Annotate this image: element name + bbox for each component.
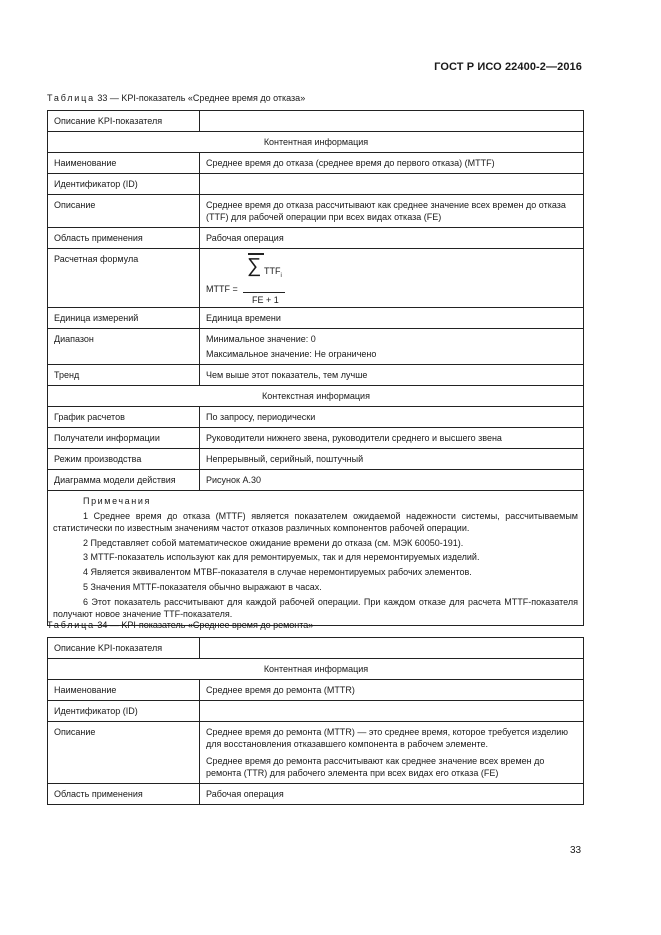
formula-lhs: MTTF = — [206, 284, 238, 294]
table-cell-label: Диапазон — [48, 329, 200, 365]
note-item: 3 MTTF-показатель используют как для ремонтируемых, так и для неремонтируемых изделий. — [83, 552, 480, 563]
table-cell-value — [200, 111, 584, 132]
table-cell-label: График расчетов — [48, 407, 200, 428]
table-cell-value — [200, 174, 584, 195]
table-cell-label: Наименование — [48, 680, 200, 701]
table-row — [48, 638, 584, 659]
table-33-caption — [47, 93, 305, 103]
section-row — [48, 386, 584, 407]
table-cell-label: Область применения — [48, 228, 200, 249]
table-cell-label: Расчетная формула — [48, 249, 200, 308]
section-heading: Контентная информация — [48, 659, 584, 680]
formula-cell — [200, 249, 584, 308]
formula-numerator — [264, 265, 282, 282]
table-row — [48, 153, 584, 174]
table-cell-label: Описание — [48, 195, 200, 228]
formula-numerator-text: TTF — [264, 266, 281, 276]
table-cell-value — [200, 701, 584, 722]
table-cell-value: Среднее время до отказа (среднее время до первого отказа) (MTTF) — [200, 153, 584, 174]
table-row — [48, 249, 584, 308]
formula-denominator: FE + 1 — [252, 295, 279, 305]
notes-row — [48, 491, 584, 626]
table-cell-label: Описание — [48, 722, 200, 784]
table-row — [48, 308, 584, 329]
mttf-formula — [206, 253, 578, 303]
table-row — [48, 228, 584, 249]
table-row — [48, 449, 584, 470]
table-cell-value: Единица времени — [200, 308, 584, 329]
notes-cell — [48, 491, 584, 626]
table-cell-value: По запросу, периодически — [200, 407, 584, 428]
section-row — [48, 659, 584, 680]
table-row — [48, 365, 584, 386]
notes-title: Примечания — [83, 496, 151, 506]
table-33 — [47, 110, 584, 626]
note-item: 1 Среднее время до отказа (MTTF) является показателем ожидаемой надежности системы, рассчитываемым статистически по известным значениям частот отказов различных компонентов рабочей операции. — [53, 510, 578, 533]
table-cell-label: Наименование — [48, 153, 200, 174]
range-min: Минимальное значение: 0 — [206, 334, 316, 344]
note-item: 5 Значения MTTF-показателя обычно выражают в часах. — [83, 581, 322, 592]
description-paragraph: Среднее время до ремонта рассчитывают как среднее значение всех времен до ремонта (TTR) для рабочего элемента при всех видах его отказа (FE) — [206, 756, 545, 778]
fraction-line — [243, 292, 285, 293]
table-row — [48, 784, 584, 805]
section-heading: Контентная информация — [48, 132, 584, 153]
table-row — [48, 701, 584, 722]
sigma-symbol: ∑ — [247, 255, 262, 277]
table-cell-value — [200, 329, 584, 365]
table-cell-value: Рисунок А.30 — [200, 470, 584, 491]
note-item: 2 Представляет собой математическое ожидание времени до отказа (см. МЭК 60050-191). — [83, 537, 464, 548]
table-cell-label: Получатели информации — [48, 428, 200, 449]
table-cell-label: Режим производства — [48, 449, 200, 470]
table-caption-prefix: Таблица — [47, 620, 95, 630]
table-cell-value: Среднее время до отказа рассчитывают как среднее значение всех времен до отказа (TTF) для рабочей операции при всех видах отказа (FE) — [200, 195, 584, 228]
formula-subscript: i — [280, 272, 282, 279]
table-row — [48, 470, 584, 491]
table-cell-label: Диаграмма модели действия — [48, 470, 200, 491]
section-row — [48, 132, 584, 153]
table-cell-value: Среднее время до ремонта (MTTR) — [200, 680, 584, 701]
table-row — [48, 722, 584, 784]
table-cell-label: Описание KPI-показателя — [48, 111, 200, 132]
table-cell-value — [200, 722, 584, 784]
table-cell-value — [200, 638, 584, 659]
table-row — [48, 329, 584, 365]
table-cell-label: Область применения — [48, 784, 200, 805]
document-header: ГОСТ Р ИСО 22400-2—2016 — [434, 61, 582, 73]
page-number: 33 — [570, 845, 582, 856]
table-34 — [47, 637, 584, 805]
table-cell-label: Идентификатор (ID) — [48, 174, 200, 195]
table-cell-value: Руководители нижнего звена, руководители среднего и высшего звена — [200, 428, 584, 449]
table-caption-text: 34 — KPI-показатель «Среднее время до ремонта» — [94, 620, 314, 630]
table-row — [48, 195, 584, 228]
table-34-caption — [47, 620, 313, 630]
note-item: 4 Является эквивалентом MTBF-показателя в случае неремонтируемых рабочих элементов. — [83, 567, 472, 578]
table-row — [48, 428, 584, 449]
table-row — [48, 174, 584, 195]
table-cell-value: Рабочая операция — [200, 784, 584, 805]
note-item: 6 Этот показатель рассчитывают для каждой рабочей операции. При каждом отказе для расчета MTTF-показателя получают новое значение TTF-показателя. — [53, 596, 578, 620]
table-cell-label: Описание KPI-показателя — [48, 638, 200, 659]
table-row — [48, 111, 584, 132]
table-caption-prefix: Таблица — [47, 93, 95, 103]
table-cell-label: Единица измерений — [48, 308, 200, 329]
section-heading: Контекстная информация — [48, 386, 584, 407]
table-cell-label: Тренд — [48, 365, 200, 386]
table-caption-text: 33 — KPI-показатель «Среднее время до отказа» — [94, 93, 306, 103]
description-paragraph: Среднее время до ремонта (MTTR) — это среднее время, которое требуется изделию для восстановления отказавшего компонента в рабочем элементе. — [206, 727, 568, 749]
table-cell-value: Чем выше этот показатель, тем лучше — [200, 365, 584, 386]
table-cell-label: Идентификатор (ID) — [48, 701, 200, 722]
table-row — [48, 407, 584, 428]
range-max: Максимальное значение: Не ограничено — [206, 349, 377, 359]
table-row — [48, 680, 584, 701]
table-cell-value: Рабочая операция — [200, 228, 584, 249]
table-cell-value: Непрерывный, серийный, поштучный — [200, 449, 584, 470]
